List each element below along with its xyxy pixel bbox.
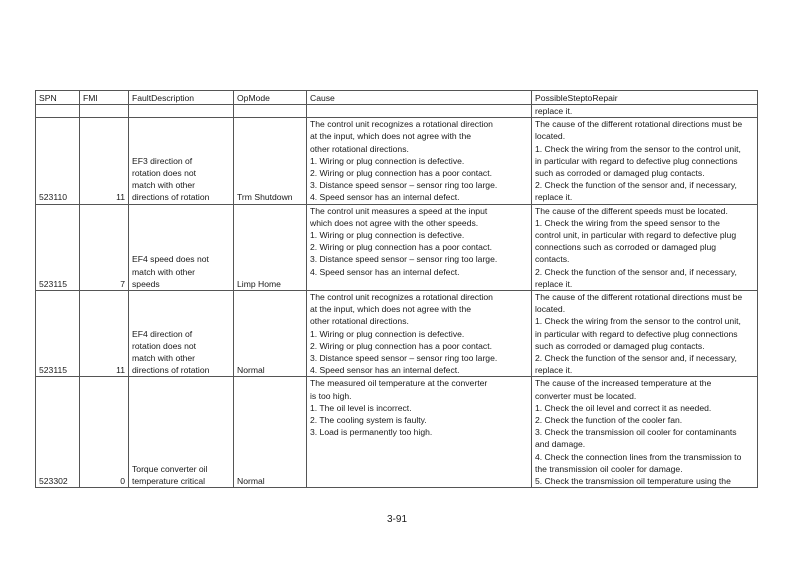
cause-line: other rotational directions. bbox=[310, 143, 409, 154]
description-line: speeds bbox=[132, 278, 160, 289]
repair-line: 4. Check the connection lines from the transmission to bbox=[535, 451, 742, 462]
fault-description-cell bbox=[129, 118, 234, 204]
cause-line: at the input, which does not agree with the bbox=[310, 131, 471, 142]
description-line: temperature critical bbox=[132, 476, 206, 487]
repair-line: 1. Check the wiring from the sensor to the control unit, bbox=[535, 143, 741, 154]
description-line: rotation does not bbox=[132, 340, 197, 351]
repair-cell bbox=[532, 377, 758, 488]
repair-line: 2. Check the function of the sensor and, if necessary, bbox=[535, 180, 737, 191]
spn-cell: 523110 bbox=[36, 118, 80, 204]
cause-line: 2. The cooling system is faulty. bbox=[310, 415, 427, 426]
repair-line: 1. Check the wiring from the speed sensor to the bbox=[535, 217, 720, 228]
repair-cell bbox=[532, 204, 758, 290]
description-line: directions of rotation bbox=[132, 192, 210, 203]
fault-description-cell bbox=[129, 377, 234, 488]
header-opmode: OpMode bbox=[234, 91, 307, 105]
cause-line: 3. Distance speed sensor – sensor ring too large. bbox=[310, 180, 498, 191]
cause-line: 4. Speed sensor has an internal defect. bbox=[310, 266, 460, 277]
repair-line: converter must be located. bbox=[535, 390, 637, 401]
spn-cell: 523302 bbox=[36, 377, 80, 488]
repair-line: replace it. bbox=[535, 106, 573, 116]
cause-line: 3. Load is permanently too high. bbox=[310, 427, 433, 438]
repair-line: the transmission oil cooler for damage. bbox=[535, 463, 683, 474]
repair-line: replace it. bbox=[535, 365, 573, 376]
repair-line: The cause of the different rotational directions must be bbox=[535, 119, 743, 130]
description-line: match with other bbox=[132, 180, 196, 191]
table-row bbox=[36, 118, 758, 204]
description-line: EF4 direction of bbox=[132, 328, 193, 339]
opmode-cell: Normal bbox=[234, 291, 307, 377]
cause-line: other rotational directions. bbox=[310, 316, 409, 327]
repair-line: 2. Check the function of the cooler fan. bbox=[535, 415, 683, 426]
repair-line: connections such as corroded or damaged plug bbox=[535, 242, 717, 253]
cause-line: 3. Distance speed sensor – sensor ring too large. bbox=[310, 353, 498, 364]
continuation-repair-cell bbox=[532, 105, 758, 118]
description-line: EF4 speed does not bbox=[132, 254, 209, 265]
cause-line: 4. Speed sensor has an internal defect. bbox=[310, 192, 460, 203]
repair-line: contacts. bbox=[535, 254, 570, 265]
cause-line: is too high. bbox=[310, 390, 352, 401]
cause-line: The control unit recognizes a rotational direction bbox=[310, 292, 493, 303]
cause-line: 4. Speed sensor has an internal defect. bbox=[310, 365, 460, 376]
table-header-row bbox=[36, 91, 758, 105]
description-line: EF3 direction of bbox=[132, 155, 193, 166]
table-row bbox=[36, 291, 758, 377]
opmode-cell: Normal bbox=[234, 377, 307, 488]
table-row bbox=[36, 377, 758, 488]
repair-line: in particular with regard to defective plug connections bbox=[535, 328, 738, 339]
description-line: match with other bbox=[132, 353, 196, 364]
description-line: match with other bbox=[132, 266, 196, 277]
continuation-row bbox=[36, 105, 758, 118]
table-row bbox=[36, 204, 758, 290]
spn-cell: 523115 bbox=[36, 291, 80, 377]
repair-line: such as corroded or damaged plug contacts. bbox=[535, 168, 705, 179]
cause-cell bbox=[307, 291, 532, 377]
repair-cell bbox=[532, 291, 758, 377]
repair-line: such as corroded or damaged plug contacts. bbox=[535, 340, 705, 351]
repair-line: control unit, in particular with regard to defective plug bbox=[535, 230, 737, 241]
cause-line: at the input, which does not agree with the bbox=[310, 304, 471, 315]
cause-line: The measured oil temperature at the converter bbox=[310, 378, 488, 389]
cause-cell bbox=[307, 118, 532, 204]
opmode-cell: Limp Home bbox=[234, 204, 307, 290]
repair-line: located. bbox=[535, 304, 566, 315]
cause-line: The control unit recognizes a rotational direction bbox=[310, 119, 493, 130]
fmi-cell: 7 bbox=[80, 204, 129, 290]
repair-line: and damage. bbox=[535, 439, 586, 450]
repair-line: in particular with regard to defective plug connections bbox=[535, 155, 738, 166]
spn-cell: 523115 bbox=[36, 204, 80, 290]
fmi-cell: 0 bbox=[80, 377, 129, 488]
cause-cell bbox=[307, 204, 532, 290]
repair-line: 3. Check the transmission oil cooler for contaminants bbox=[535, 427, 737, 438]
fault-description-cell bbox=[129, 291, 234, 377]
repair-line: replace it. bbox=[535, 278, 573, 289]
header-fault-description: FaultDescription bbox=[129, 91, 234, 105]
opmode-cell: Trm Shutdown bbox=[234, 118, 307, 204]
header-repair: PossibleSteptoRepair bbox=[532, 91, 758, 105]
cause-line: 2. Wiring or plug connection has a poor contact. bbox=[310, 242, 493, 253]
fault-description-cell bbox=[129, 204, 234, 290]
header-spn: SPN bbox=[36, 91, 80, 105]
page-number: 3-91 bbox=[386, 514, 407, 525]
repair-line: 2. Check the function of the sensor and, if necessary, bbox=[535, 353, 737, 364]
cause-cell bbox=[307, 377, 532, 488]
repair-line: The cause of the different rotational directions must be bbox=[535, 292, 743, 303]
cause-line: 1. Wiring or plug connection is defective. bbox=[310, 155, 465, 166]
fault-code-table bbox=[35, 90, 758, 488]
repair-line: replace it. bbox=[535, 192, 573, 203]
cause-line: which does not agree with the other speeds. bbox=[310, 217, 479, 228]
fmi-cell: 11 bbox=[80, 291, 129, 377]
description-line: Torque converter oil bbox=[132, 463, 208, 474]
fmi-cell: 11 bbox=[80, 118, 129, 204]
description-line: directions of rotation bbox=[132, 365, 210, 376]
repair-line: 1. Check the wiring from the sensor to the control unit, bbox=[535, 316, 741, 327]
cause-line: 1. Wiring or plug connection is defective. bbox=[310, 230, 465, 241]
repair-line: 2. Check the function of the sensor and, if necessary, bbox=[535, 266, 737, 277]
cause-line: 2. Wiring or plug connection has a poor contact. bbox=[310, 168, 493, 179]
repair-line: 1. Check the oil level and correct it as needed. bbox=[535, 402, 712, 413]
repair-line: located. bbox=[535, 131, 566, 142]
header-cause: Cause bbox=[307, 91, 532, 105]
repair-line: The cause of the different speeds must be located. bbox=[535, 205, 728, 216]
header-fmi: FMI bbox=[80, 91, 129, 105]
repair-cell bbox=[532, 118, 758, 204]
repair-line: 5. Check the transmission oil temperature using the bbox=[535, 476, 731, 487]
cause-line: 3. Distance speed sensor – sensor ring too large. bbox=[310, 254, 498, 265]
cause-line: The control unit measures a speed at the input bbox=[310, 205, 488, 216]
cause-line: 1. Wiring or plug connection is defective. bbox=[310, 328, 465, 339]
cause-line: 2. Wiring or plug connection has a poor contact. bbox=[310, 340, 493, 351]
repair-line: The cause of the increased temperature at the bbox=[535, 378, 712, 389]
description-line: rotation does not bbox=[132, 168, 197, 179]
cause-line: 1. The oil level is incorrect. bbox=[310, 402, 412, 413]
